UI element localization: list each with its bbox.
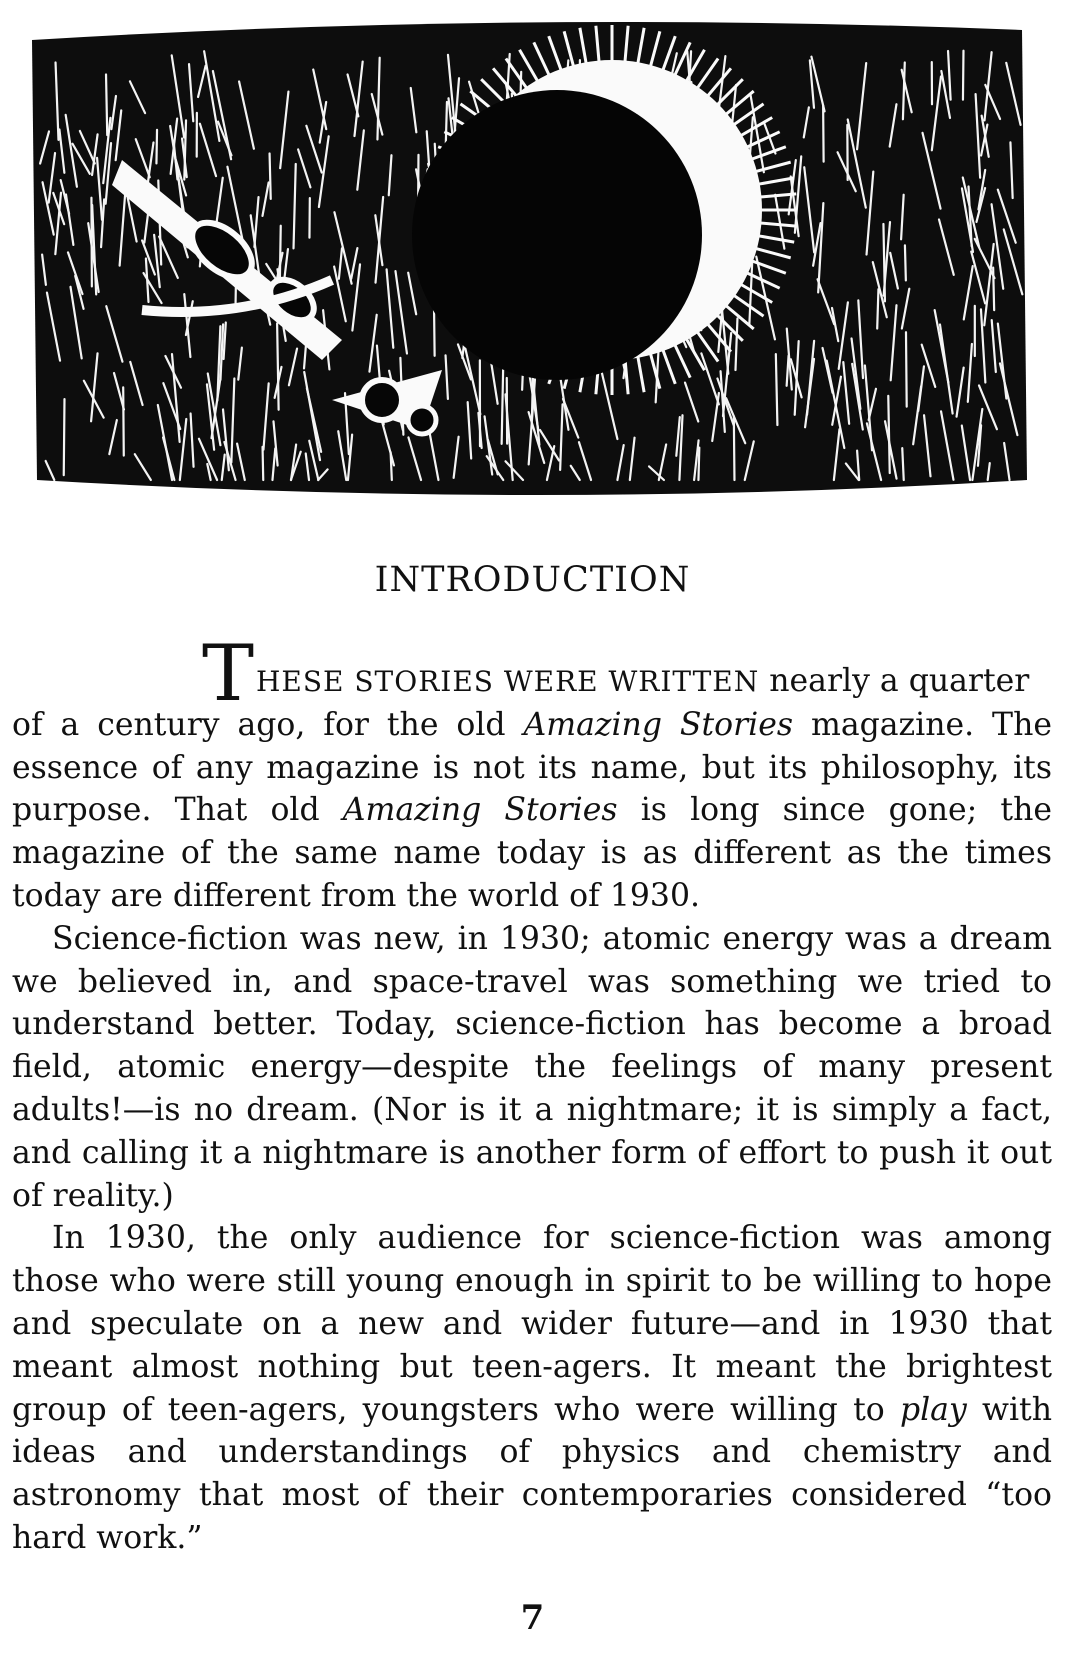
woodcut-illustration (22, 10, 1034, 510)
opening-line (12, 629, 1052, 719)
paragraph-1-text-b: magazine. The essence of any magazine is not its name, but its philosophy, its purpose. That old (12, 706, 1052, 829)
paragraph-1 (12, 704, 1052, 918)
opening-line-rest: nearly a quarter (759, 663, 1030, 699)
magazine-title: Amazing Stories (342, 792, 618, 829)
drop-cap: T (202, 629, 255, 719)
emphasis-play: play (899, 1391, 967, 1428)
body-text (12, 629, 1052, 1560)
paragraph-3 (12, 1217, 1052, 1559)
paragraph-1-text-c: is long since gone; the magazine of the same name today is as different as the times today are different from the world of 1930. (12, 792, 1052, 914)
woodcut-space-scene-icon (22, 10, 1034, 510)
paragraph-3-text-a: In 1930, the only audience for science-fiction was among those who were still young enough in spirit to be willing to hope and speculate on a new and wider future—and in 1930 that meant almost nothing but teen-agers. It meant the brightest group of teen-agers, youngsters who were willing to (12, 1220, 1052, 1428)
paragraph-1-text-a: of a century ago, for the old (12, 706, 524, 743)
page-number: 7 (520, 1598, 545, 1638)
opening-small-caps: HESE STORIES WERE WRITTEN (256, 665, 760, 698)
page-title: INTRODUCTION (374, 560, 691, 600)
paragraph-2: Science-fiction was new, in 1930; atomic energy was a dream we believed in, and space-travel was something we tried to understand better. Today, science-fiction has become a broad field, atomic energy—despite the feelings of many present adults!—is no dream. (Nor is it a nightmare; it is simply a fact, and calling it a nightmare is another form of effort to push it out of reality.) (12, 920, 1052, 1214)
magazine-title: Amazing Stories (523, 706, 794, 743)
paragraph-3-text-b: with ideas and understandings of physics and chemistry and astronomy that most of their contemporaries considered “too hard work.” (12, 1391, 1052, 1556)
